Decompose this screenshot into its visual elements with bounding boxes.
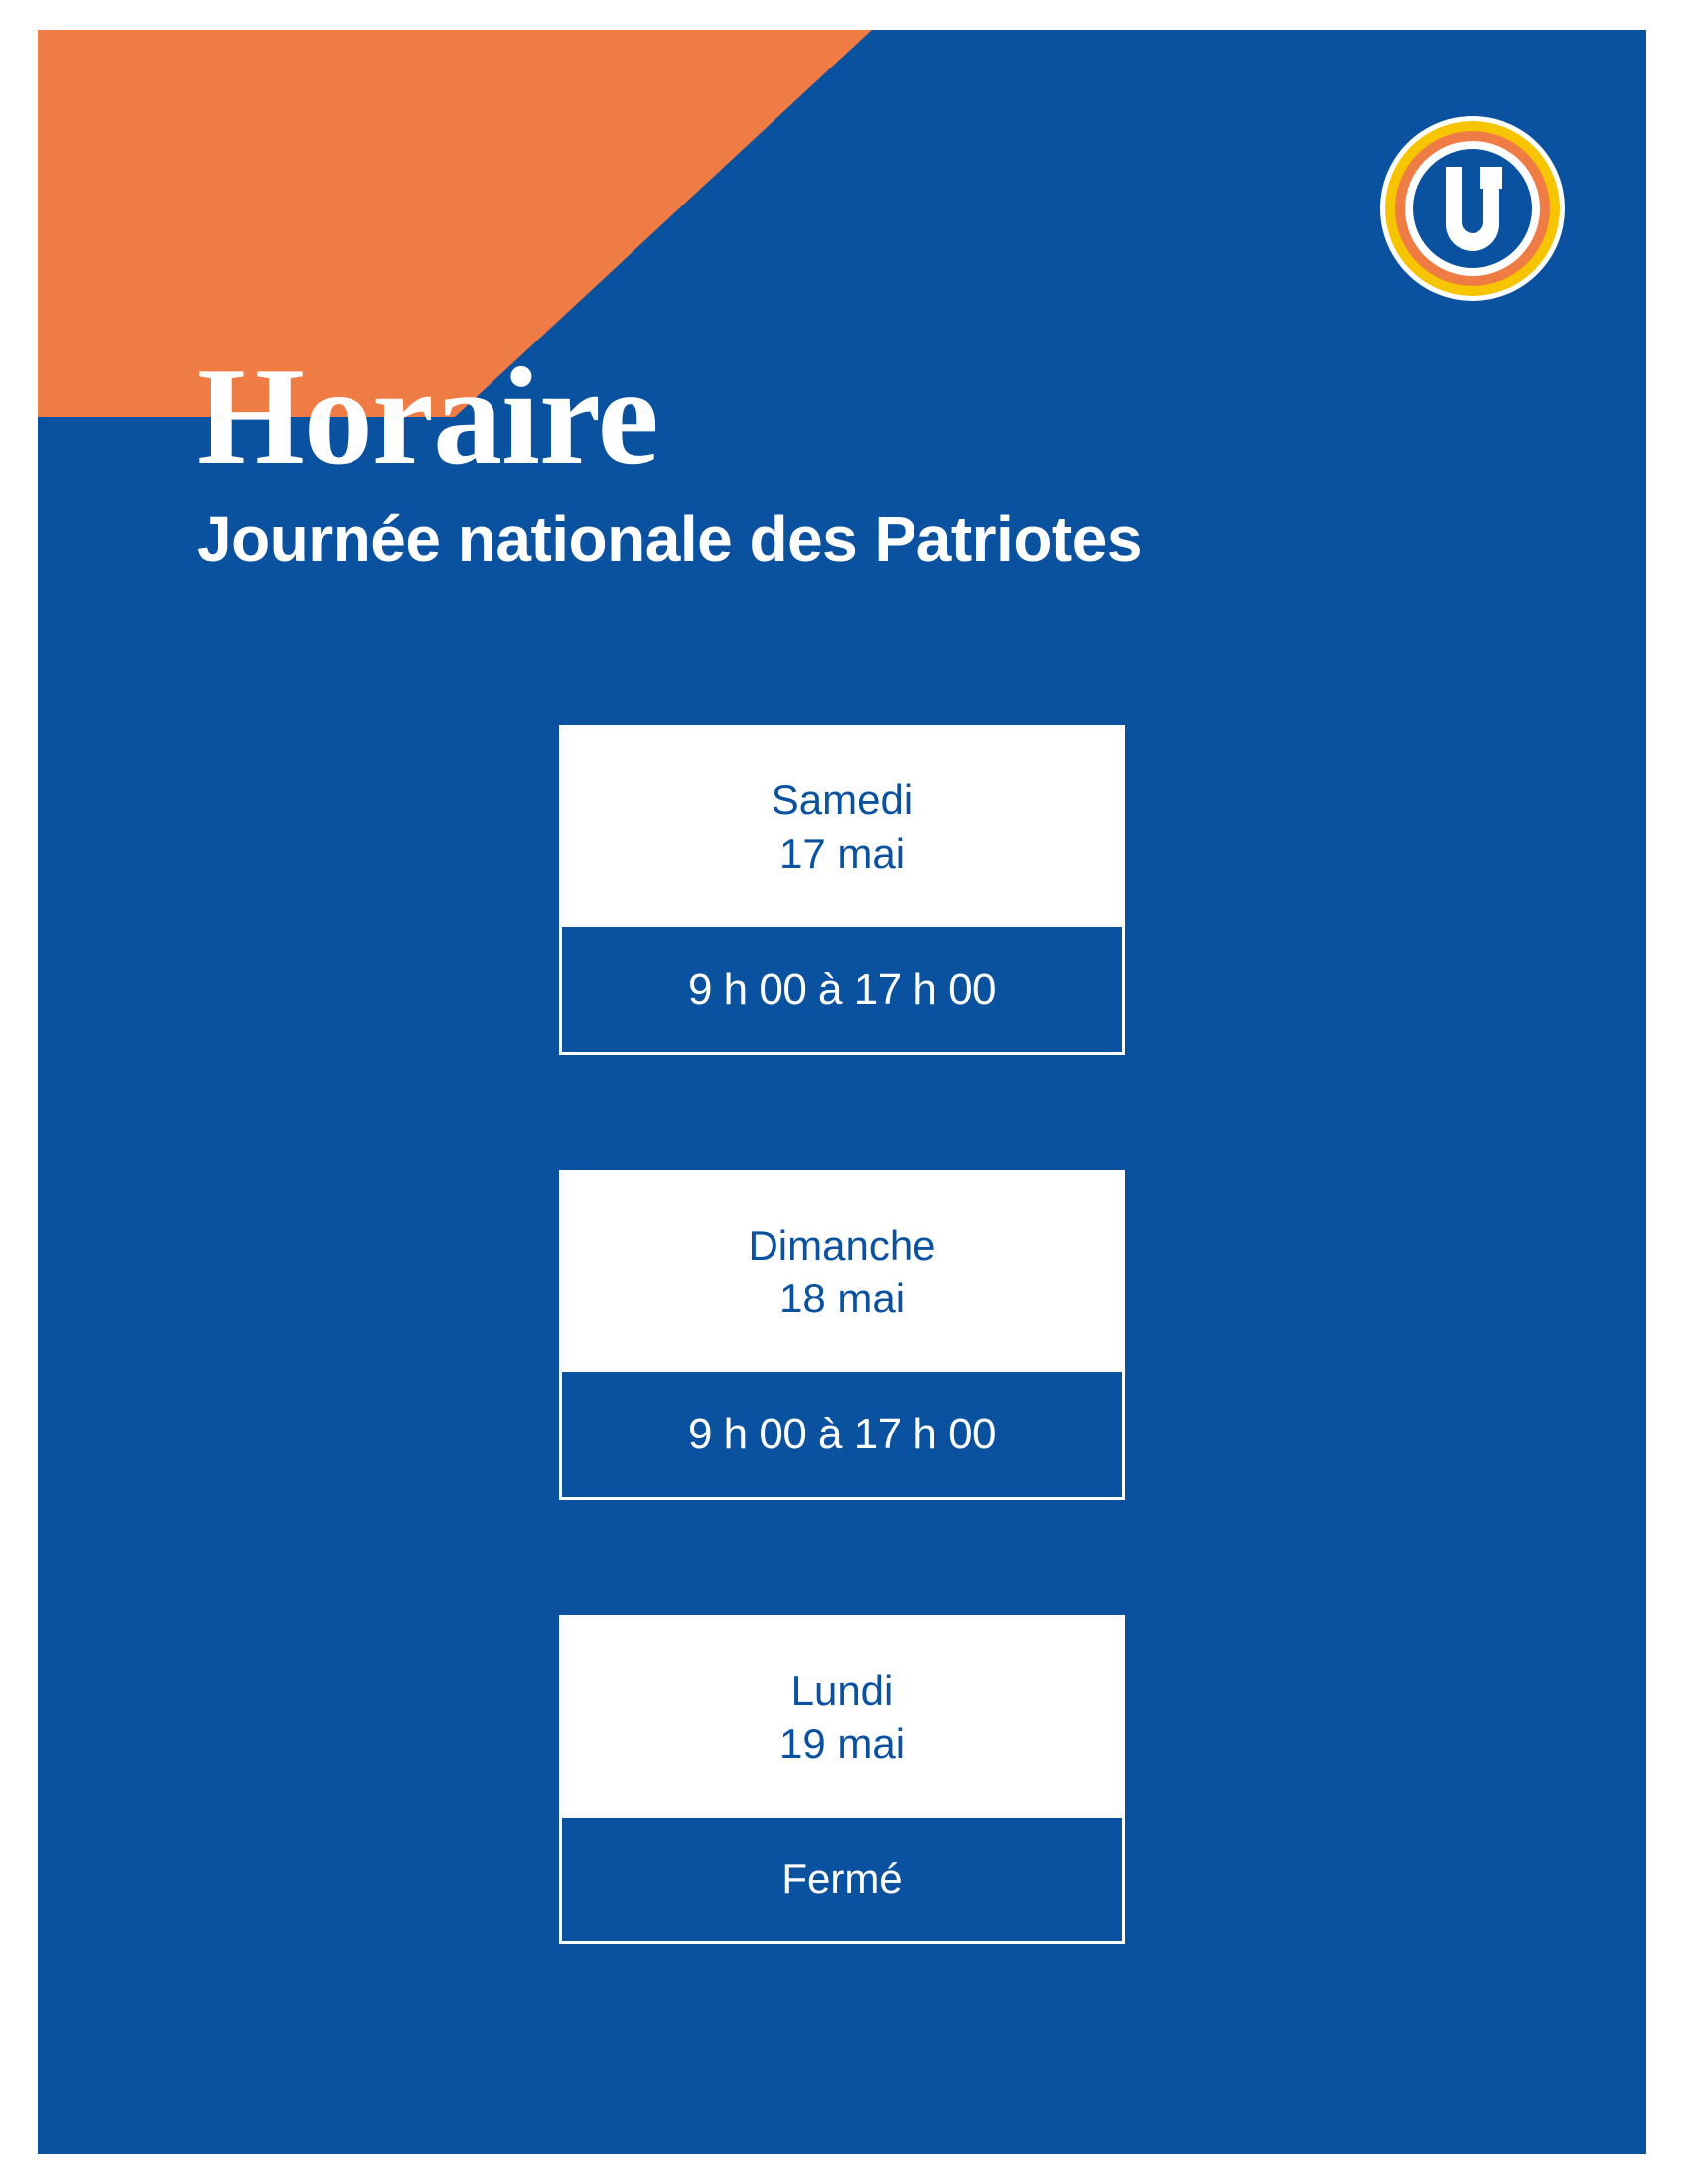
schedule-day [562, 1618, 1122, 1815]
schedule-day-date: 17 mai [778, 829, 906, 877]
schedule-card [559, 725, 1125, 1055]
schedule-day-name: Dimanche [748, 1221, 936, 1269]
title-block [197, 340, 1507, 575]
university-logo [1378, 114, 1567, 303]
schedule-day-name: Lundi [790, 1667, 894, 1713]
schedule-card [559, 1170, 1125, 1501]
schedule-card [559, 1615, 1125, 1944]
page-title: Horaire [197, 340, 658, 493]
schedule-day [562, 1173, 1122, 1370]
schedule-day-name: Samedi [771, 776, 914, 823]
schedule-day [562, 728, 1122, 924]
schedule-hours: 9 h 00 à 17 h 00 [562, 1369, 1122, 1497]
schedule-list [38, 725, 1646, 1944]
schedule-day-date: 19 mai [778, 1719, 906, 1767]
poster [38, 30, 1646, 2154]
schedule-day-date: 18 mai [778, 1275, 906, 1322]
schedule-hours: Fermé [562, 1815, 1122, 1941]
schedule-hours: 9 h 00 à 17 h 00 [562, 924, 1122, 1052]
page-subtitle: Journée nationale des Patriotes [197, 503, 1142, 575]
